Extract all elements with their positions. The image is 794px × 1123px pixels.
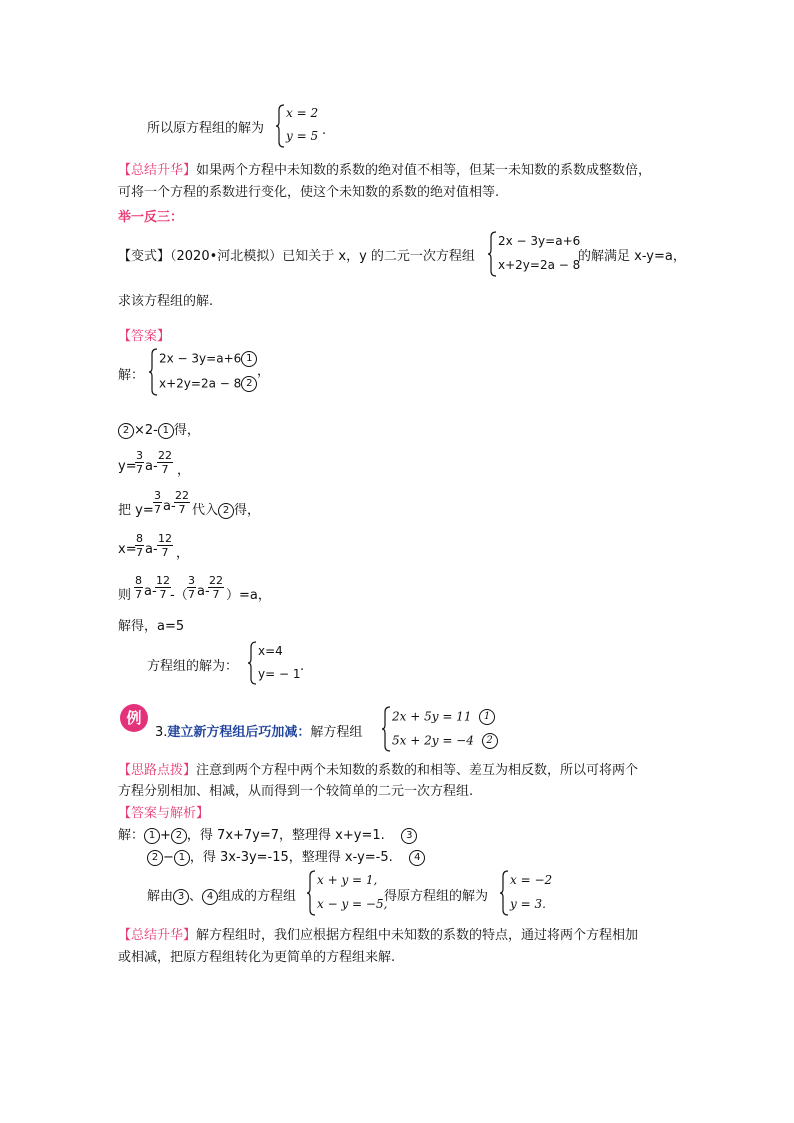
circled-number: 4 (202, 889, 218, 905)
brace-icon (499, 870, 509, 916)
circled-number: 2 (171, 828, 187, 844)
final-x: x = −2 (510, 873, 553, 887)
example-eq-2: 5x + 2y = −4 2 (392, 733, 498, 749)
example-3-title (155, 721, 362, 740)
final-solution-system (499, 870, 559, 916)
variant-eq-1: 2x − 3y=a+6 (498, 234, 581, 248)
step-multiply: 2 ×2- 1 得， (118, 419, 200, 439)
brace-icon (487, 231, 497, 277)
fraction: $\frac{3}{7}$ (188, 574, 195, 601)
variant-eq-2: x+2y=2a − 8 (498, 258, 581, 272)
summary-1 (118, 160, 651, 204)
variant-line-2: 求该方程组的解. (118, 294, 214, 309)
summary-line-1: 如果两个方程中未知数的系数的绝对值不相等，但某一未知数的系数成整数倍， (196, 163, 652, 178)
example-title: 建立新方程组后巧加减： (167, 725, 311, 740)
variant-text: （2020•河北模拟）已知关于 x，y 的二元一次方程组 (170, 249, 475, 264)
solution-eq-y: y = 5 (286, 129, 319, 143)
summary-line-2: 可将一个方程的系数进行变化，使这个未知数的系数的绝对值相等. (118, 185, 500, 200)
result-y: y= − 1 (258, 667, 301, 681)
fraction: $\frac{22}{7}$ (158, 449, 172, 476)
combined-eq-1: x + y = 1, (317, 873, 378, 887)
fraction: $\frac{12}{7}$ (156, 574, 170, 601)
solve-a: 解得，a=5 (118, 619, 185, 634)
example-badge: 例 (120, 704, 148, 732)
brace-icon (148, 348, 158, 396)
example-system (381, 706, 501, 752)
hint-line-2: 方程分别相加、相减，从而得到一个较简单的二元一次方程组. (118, 784, 474, 799)
y-lhs: y= (118, 459, 137, 474)
circled-number: 3 (401, 828, 417, 844)
fraction: $\frac{3}{7}$ (154, 489, 161, 516)
brace-icon (247, 641, 257, 685)
circled-number: 1 (241, 351, 257, 367)
variant-line-1 (118, 245, 475, 264)
circled-number: 1 (479, 709, 495, 725)
hint-line-1: 注意到两个方程中两个未知数的系数的和相等、差互为相反数，所以可将两个 (196, 763, 639, 778)
summary-line-1: 解方程组时，我们应根据方程组中未知数的系数的特点，通过将两个方程相加 (196, 928, 639, 943)
variant-system (487, 231, 582, 277)
analysis-line-3: 解由 3 、 4 组成的方程组 (147, 889, 297, 904)
hint (118, 760, 638, 802)
analysis-line-1: 解： 1 + 2 ，得 7x+7y=7，整理得 x+y=1. 3 (118, 824, 417, 844)
final-y: y = 3. (510, 897, 546, 911)
summary-line-2: 或相减，把原方程组转化为更简单的方程组来解. (118, 950, 396, 965)
analysis-line-2: 2 − 1 ，得 3x-3y=-15，整理得 x-y=-5. 4 (147, 846, 425, 866)
practice-heading: 举一反三： (118, 210, 184, 225)
circled-number: 1 (158, 423, 174, 439)
solution-intro-text: 所以原方程组的解为 (147, 121, 265, 136)
fraction: $\frac{8}{7}$ (135, 574, 142, 601)
period: . (300, 659, 305, 674)
answer-jie: 解： (118, 368, 145, 383)
sub-prefix: 把 y= (118, 503, 154, 518)
variant-condition: 的解满足 x-y=a， (578, 249, 686, 264)
fraction: $\frac{22}{7}$ (175, 489, 189, 516)
analysis-conclusion-text: 得原方程组的解为 (384, 889, 489, 904)
solution-eq-x: x = 2 (286, 106, 319, 120)
circled-number: 2 (118, 423, 134, 439)
answer-eq-1: 2x − 3y=a+6 1 (159, 351, 257, 367)
circled-number: 3 (173, 889, 189, 905)
comma: ， (257, 364, 271, 379)
result-system (247, 641, 307, 685)
hint-label: 【思路点拨】 (118, 763, 197, 778)
brace-icon (306, 870, 316, 916)
brace-icon (381, 706, 391, 752)
circled-number: 1 (144, 828, 160, 844)
fraction: $\frac{12}{7}$ (158, 532, 172, 559)
summary-2 (118, 925, 638, 969)
summary-label: 【总结升华】 (118, 928, 197, 943)
fraction: $\frac{8}{7}$ (136, 532, 143, 559)
circled-number: 2 (482, 733, 498, 749)
result-text: 方程组的解为： (147, 659, 239, 674)
answer-label: 【答案】 (118, 329, 171, 344)
circled-number: 2 (147, 850, 163, 866)
combined-eq-2: x − y = −5, (317, 897, 388, 911)
summary-label: 【总结升华】 (118, 163, 197, 178)
analysis-label: 【答案与解析】 (118, 806, 210, 821)
result-x: x=4 (258, 644, 283, 658)
x-lhs: x= (118, 542, 137, 557)
period: . (322, 123, 327, 138)
then-prefix: 则 (118, 588, 132, 603)
circled-number: 1 (174, 850, 190, 866)
brace-icon (275, 104, 285, 148)
example-text: 解方程组 (310, 725, 363, 740)
solution-intro (147, 117, 264, 136)
fraction: $\frac{3}{7}$ (136, 449, 143, 476)
variant-label: 【变式】 (118, 249, 171, 264)
fraction: $\frac{22}{7}$ (209, 574, 223, 601)
circled-number: 2 (218, 503, 234, 519)
example-eq-1: 2x + 5y = 11 1 (392, 709, 495, 725)
example-number: 3. (155, 725, 168, 740)
answer-system (148, 348, 258, 396)
circled-number: 4 (409, 850, 425, 866)
combined-system (306, 870, 388, 916)
circled-number: 2 (241, 376, 257, 392)
answer-eq-2: x+2y=2a − 8 2 (159, 376, 257, 392)
